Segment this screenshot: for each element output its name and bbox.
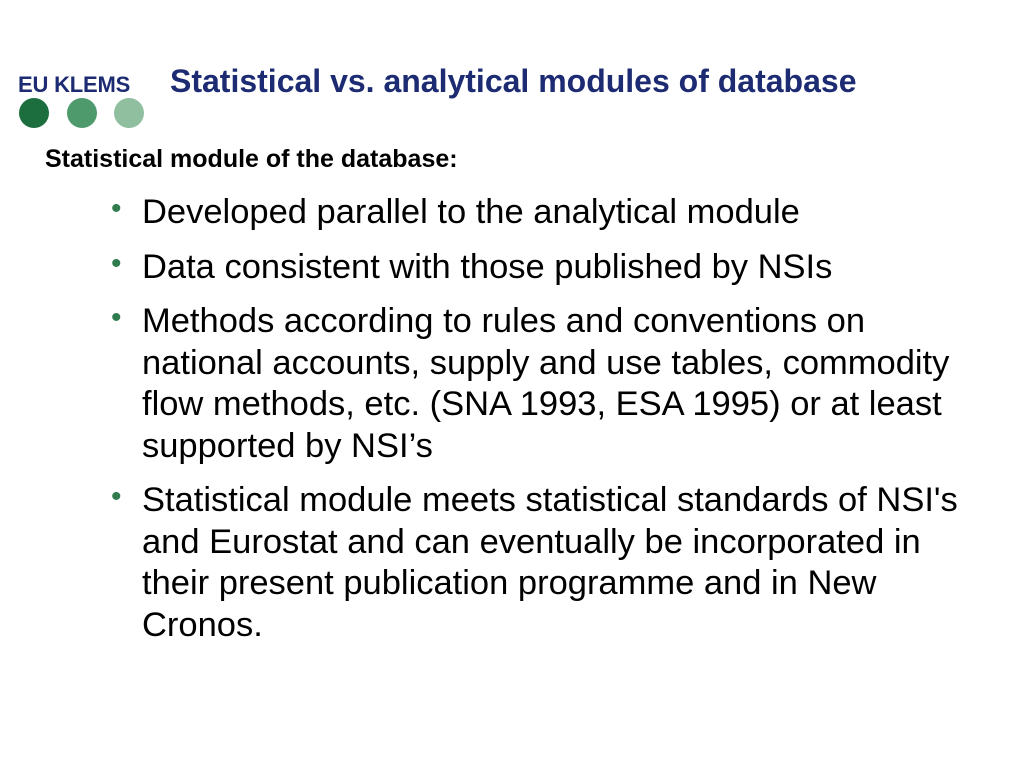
bullet-item [108, 480, 988, 646]
bullet-item [108, 192, 988, 234]
bullet-text: Statistical module meets statistical standards of NSI's and Eurostat and can eventually be incorporated in their present publication programme and in New Cronos. [142, 481, 958, 644]
eu-klems-logo [18, 72, 148, 134]
logo-dots [19, 98, 149, 132]
logo-text: EU KLEMS [18, 72, 131, 97]
section-heading: Statistical module of the database: [45, 145, 458, 173]
bullet-icon: • [111, 480, 122, 513]
bullet-icon: • [111, 246, 122, 280]
bullet-list [108, 192, 988, 659]
bullet-item [108, 301, 988, 467]
bullet-icon: • [111, 192, 122, 225]
logo-dot-dark-green [19, 98, 49, 128]
logo-dot-mid-green [67, 98, 97, 128]
bullet-text: Data consistent with those published by NSIs [142, 247, 833, 286]
bullet-text: Methods according to rules and conventions on national accounts, supply and use tables, commodity flow methods, etc. (SNA 1993, ESA 1995) or at least supported by NSI’s [142, 302, 950, 465]
bullet-icon: • [111, 301, 122, 334]
slide-title: Statistical vs. analytical modules of database [170, 63, 857, 99]
bullet-text: Developed parallel to the analytical module [142, 193, 800, 231]
bullet-item [108, 247, 988, 289]
logo-dot-light-green [114, 98, 144, 128]
